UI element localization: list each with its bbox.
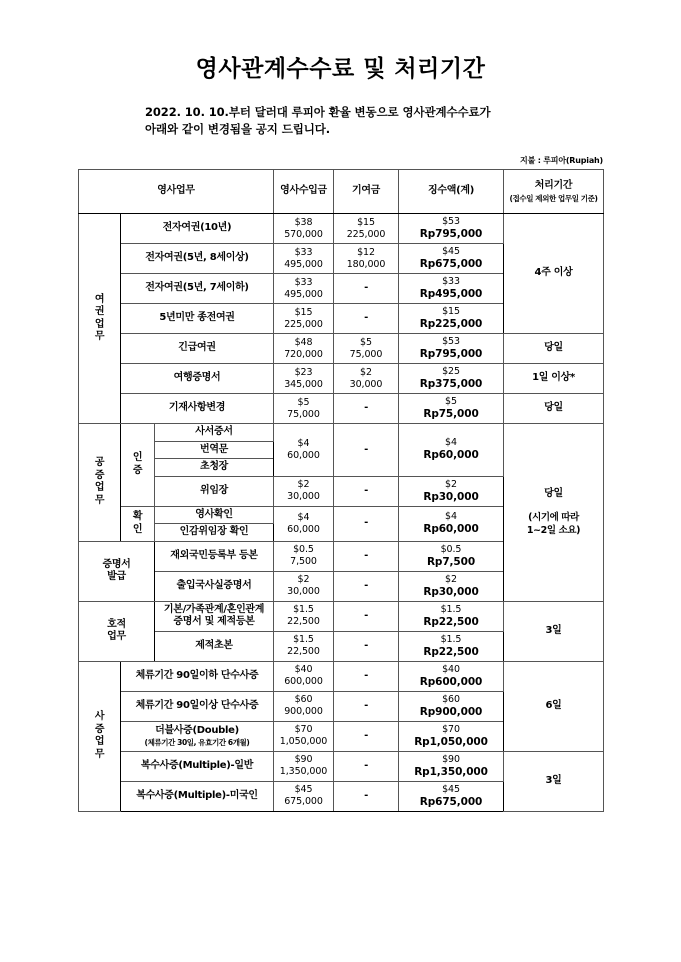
idr-amount: Rp60,000 <box>423 449 479 462</box>
idr-amount: 60,000 <box>287 449 320 461</box>
idr-amount: Rp60,000 <box>423 523 479 536</box>
consular-fee-cell <box>274 661 334 691</box>
consular-fee-cell <box>274 691 334 721</box>
idr-amount: Rp30,000 <box>423 490 479 503</box>
idr-amount: Rp225,000 <box>419 318 483 331</box>
item-name: 체류기간 90일이하 단수사증 <box>121 661 274 691</box>
item-name: 번역문 <box>155 441 274 459</box>
usd-amount: $90 <box>442 753 460 765</box>
contribution-cell: - <box>334 601 399 631</box>
total-cell <box>399 364 504 394</box>
item-name: 재외국민등록부 등본 <box>155 541 274 571</box>
total-cell <box>399 424 504 477</box>
item-name: 인감위임장 확인 <box>155 524 274 542</box>
table-row <box>79 661 604 691</box>
total-cell <box>399 721 504 751</box>
period-cell: 6일 <box>504 661 604 751</box>
consular-fee-cell <box>274 476 334 506</box>
usd-amount: $4 <box>297 438 310 450</box>
fee-table-container <box>0 169 681 812</box>
usd-amount: $1.5 <box>440 603 462 615</box>
consular-fee-cell <box>274 304 334 334</box>
usd-amount: $5 <box>297 396 310 408</box>
item-name: 5년미만 종전여권 <box>121 304 274 334</box>
idr-amount: 30,000 <box>349 378 383 390</box>
consular-fee-cell <box>274 274 334 304</box>
group-label-line-2: 업무 <box>107 631 126 643</box>
consular-fee-cell <box>274 601 334 631</box>
item-name: 복수사증(Multiple)-일반 <box>121 751 274 781</box>
idr-amount: 1,050,000 <box>279 736 328 748</box>
usd-amount: $15 <box>442 306 460 318</box>
header-total: 징수액(계) <box>399 170 504 214</box>
idr-amount: Rp22,500 <box>423 615 479 628</box>
consular-fee-cell <box>274 424 334 477</box>
usd-amount: $90 <box>294 754 313 766</box>
contribution-cell <box>334 214 399 244</box>
header-contribution: 기여금 <box>334 170 399 214</box>
consular-fee-cell <box>274 721 334 751</box>
usd-amount: $4 <box>445 511 457 523</box>
notice-line-1: 2022. 10. 10.부터 달러대 루피아 환율 변동으로 영사관계수수료가 <box>145 104 491 119</box>
usd-amount: $5 <box>360 336 372 348</box>
table-row <box>79 394 604 424</box>
contribution-cell: - <box>334 394 399 424</box>
total-cell <box>399 274 504 304</box>
item-name: 여행증명서 <box>121 364 274 394</box>
total-cell <box>399 541 504 571</box>
usd-amount: $23 <box>294 366 313 378</box>
group-label-line-2: 발급 <box>107 571 126 583</box>
period-cell: 3일 <box>504 601 604 661</box>
contribution-cell: - <box>334 424 399 477</box>
idr-amount: 30,000 <box>287 586 320 598</box>
total-cell <box>399 244 504 274</box>
consular-fee-cell <box>274 751 334 781</box>
total-cell <box>399 691 504 721</box>
period-cell: 당일 <box>504 334 604 364</box>
usd-amount: $33 <box>294 246 313 258</box>
usd-amount: $45 <box>442 246 460 258</box>
usd-amount: $70 <box>442 723 460 735</box>
item-name: 체류기간 90일이상 단수사증 <box>121 691 274 721</box>
idr-amount: Rp795,000 <box>419 348 483 361</box>
idr-amount: 22,500 <box>287 646 320 658</box>
usd-amount: $15 <box>357 216 375 228</box>
table-row <box>79 424 604 442</box>
period-cell: 4주 이상 <box>504 214 604 334</box>
contribution-cell: - <box>334 304 399 334</box>
idr-amount: Rp600,000 <box>419 675 483 688</box>
item-name: 출입국사실증명서 <box>155 571 274 601</box>
idr-amount: 720,000 <box>284 348 323 360</box>
idr-amount: 900,000 <box>284 706 323 718</box>
group-label-visa: 사 증 업 무 <box>79 661 121 811</box>
total-cell <box>399 304 504 334</box>
group-label-family-registry <box>79 601 155 661</box>
consular-fee-cell <box>274 541 334 571</box>
idr-amount: Rp900,000 <box>419 705 483 718</box>
total-cell <box>399 394 504 424</box>
usd-amount: $1.5 <box>293 604 314 616</box>
idr-amount: 180,000 <box>346 258 386 270</box>
usd-amount: $25 <box>442 366 460 378</box>
page-title: 영사관계수수료 및 처리기간 <box>195 56 486 82</box>
usd-amount: $2 <box>445 573 457 585</box>
usd-amount: $12 <box>357 246 375 258</box>
contribution-cell: - <box>334 631 399 661</box>
group-label-line-1: 증명서 <box>102 558 131 570</box>
group-label-notarization: 공 증 업 무 <box>79 424 121 542</box>
consular-fee-cell <box>274 506 334 541</box>
notice-text <box>0 84 681 140</box>
total-cell <box>399 571 504 601</box>
item-name: 영사확인 <box>155 506 274 524</box>
idr-amount: 495,000 <box>284 288 323 300</box>
usd-amount: $40 <box>442 663 460 675</box>
contribution-cell: - <box>334 661 399 691</box>
idr-amount: 22,500 <box>287 616 320 628</box>
idr-amount: 75,000 <box>287 408 320 420</box>
usd-amount: $1.5 <box>440 633 462 645</box>
total-cell <box>399 631 504 661</box>
idr-amount: 345,000 <box>284 378 323 390</box>
subgroup-label-authentication: 인 증 <box>121 424 155 507</box>
item-name <box>155 601 274 631</box>
item-name-line-2: 증명서 및 제적등본 <box>173 616 255 628</box>
idr-amount: 600,000 <box>284 676 323 688</box>
usd-amount: $53 <box>442 216 460 228</box>
total-cell <box>399 751 504 781</box>
contribution-cell: - <box>334 506 399 541</box>
item-name-main: 더블사증(Double) <box>155 725 239 737</box>
header-period-sublabel: (접수일 제외한 업무일 기준) <box>509 193 598 203</box>
header-consular-fee: 영사수입금 <box>274 170 334 214</box>
idr-amount: Rp495,000 <box>419 288 483 301</box>
usd-amount: $33 <box>294 276 313 288</box>
consular-fee-cell <box>274 214 334 244</box>
usd-amount: $2 <box>297 479 310 491</box>
usd-amount: $0.5 <box>440 543 462 555</box>
item-name: 기재사항변경 <box>121 394 274 424</box>
idr-amount: Rp22,500 <box>423 645 479 658</box>
contribution-cell: - <box>334 781 399 811</box>
item-name-note: (체류기간 30일, 유효기간 6개월) <box>144 737 250 747</box>
idr-amount: Rp75,000 <box>423 408 479 421</box>
item-name: 전자여권(10년) <box>121 214 274 244</box>
group-label-passport: 여 권 업 무 <box>79 214 121 424</box>
usd-amount: $40 <box>294 664 313 676</box>
contribution-cell <box>334 364 399 394</box>
idr-amount: 1,350,000 <box>279 766 328 778</box>
idr-amount: Rp675,000 <box>419 795 483 808</box>
idr-amount: Rp795,000 <box>419 228 483 241</box>
contribution-cell: - <box>334 476 399 506</box>
consular-fee-cell <box>274 781 334 811</box>
total-cell <box>399 476 504 506</box>
usd-amount: $38 <box>294 216 313 228</box>
group-label-line-1: 호적 <box>107 618 126 630</box>
fee-table <box>78 169 604 812</box>
item-name: 초청장 <box>155 459 274 477</box>
usd-amount: $2 <box>445 478 457 490</box>
idr-amount: Rp675,000 <box>419 258 483 271</box>
header-service: 영사업무 <box>79 170 274 214</box>
usd-amount: $2 <box>360 366 372 378</box>
period-cell <box>504 424 604 602</box>
item-name-line-1: 기본/가족관계/혼인관계 <box>163 603 265 615</box>
item-name: 위임장 <box>155 476 274 506</box>
notice-line-2: 아래와 같이 변경됨을 공지 드립니다. <box>145 122 331 137</box>
usd-amount: $2 <box>297 574 310 586</box>
table-header-row <box>79 170 604 214</box>
usd-amount: $4 <box>297 511 310 523</box>
contribution-cell: - <box>334 274 399 304</box>
group-label-certificate-issuance <box>79 541 155 601</box>
contribution-cell: - <box>334 541 399 571</box>
idr-amount: 75,000 <box>349 348 383 360</box>
idr-amount: Rp1,350,000 <box>414 765 488 778</box>
total-cell <box>399 781 504 811</box>
header-period-label: 처리기간 <box>534 180 573 192</box>
idr-amount: 7,500 <box>290 556 317 568</box>
item-name: 전자여권(5년, 7세이하) <box>121 274 274 304</box>
table-row <box>79 601 604 631</box>
usd-amount: $60 <box>294 694 313 706</box>
currency-unit-note: 지불 : 루피아(Rupiah) <box>520 156 603 166</box>
contribution-cell: - <box>334 721 399 751</box>
idr-amount: 225,000 <box>284 318 323 330</box>
idr-amount: Rp375,000 <box>419 378 483 391</box>
item-name: 긴급여권 <box>121 334 274 364</box>
item-name: 사서증서 <box>155 424 274 442</box>
period-cell: 1일 이상* <box>504 364 604 394</box>
consular-fee-cell <box>274 571 334 601</box>
consular-fee-cell <box>274 364 334 394</box>
contribution-cell <box>334 334 399 364</box>
subgroup-label-confirmation: 확 인 <box>121 506 155 541</box>
total-cell <box>399 661 504 691</box>
idr-amount: Rp30,000 <box>423 585 479 598</box>
usd-amount: $4 <box>445 437 457 449</box>
total-cell <box>399 506 504 541</box>
usd-amount: $45 <box>294 784 313 796</box>
total-cell <box>399 214 504 244</box>
usd-amount: $60 <box>442 693 460 705</box>
idr-amount: 225,000 <box>346 228 386 240</box>
idr-amount: 570,000 <box>284 228 323 240</box>
usd-amount: $1.5 <box>293 634 314 646</box>
usd-amount: $53 <box>442 336 460 348</box>
contribution-cell: - <box>334 691 399 721</box>
period-extra <box>505 512 602 537</box>
table-row <box>79 364 604 394</box>
period-extra-line-2: 1~2일 소요) <box>526 524 581 536</box>
header-period <box>504 170 604 214</box>
period-extra-line-1: (시기에 따라 <box>528 512 579 524</box>
usd-amount: $0.5 <box>293 544 314 556</box>
usd-amount: $5 <box>445 396 457 408</box>
period-cell: 당일 <box>504 394 604 424</box>
period-main: 당일 <box>544 487 563 499</box>
usd-amount: $70 <box>294 724 313 736</box>
table-row <box>79 334 604 364</box>
table-row <box>79 214 604 244</box>
usd-amount: $33 <box>442 276 460 288</box>
consular-fee-cell <box>274 334 334 364</box>
contribution-cell: - <box>334 751 399 781</box>
consular-fee-cell <box>274 631 334 661</box>
idr-amount: Rp7,500 <box>426 555 476 568</box>
period-cell: 3일 <box>504 751 604 811</box>
item-name: 제적초본 <box>155 631 274 661</box>
idr-amount: Rp1,050,000 <box>414 735 488 748</box>
usd-amount: $15 <box>294 306 313 318</box>
consular-fee-cell <box>274 244 334 274</box>
contribution-cell: - <box>334 571 399 601</box>
contribution-cell <box>334 244 399 274</box>
total-cell <box>399 601 504 631</box>
total-cell <box>399 334 504 364</box>
item-name: 전자여권(5년, 8세이상) <box>121 244 274 274</box>
usd-amount: $45 <box>442 783 460 795</box>
idr-amount: 30,000 <box>287 491 320 503</box>
idr-amount: 495,000 <box>284 258 323 270</box>
item-name <box>121 721 274 751</box>
consular-fee-cell <box>274 394 334 424</box>
item-name: 복수사증(Multiple)-미국인 <box>121 781 274 811</box>
usd-amount: $48 <box>294 336 313 348</box>
idr-amount: 60,000 <box>287 523 320 535</box>
idr-amount: 675,000 <box>284 796 323 808</box>
table-row <box>79 751 604 781</box>
